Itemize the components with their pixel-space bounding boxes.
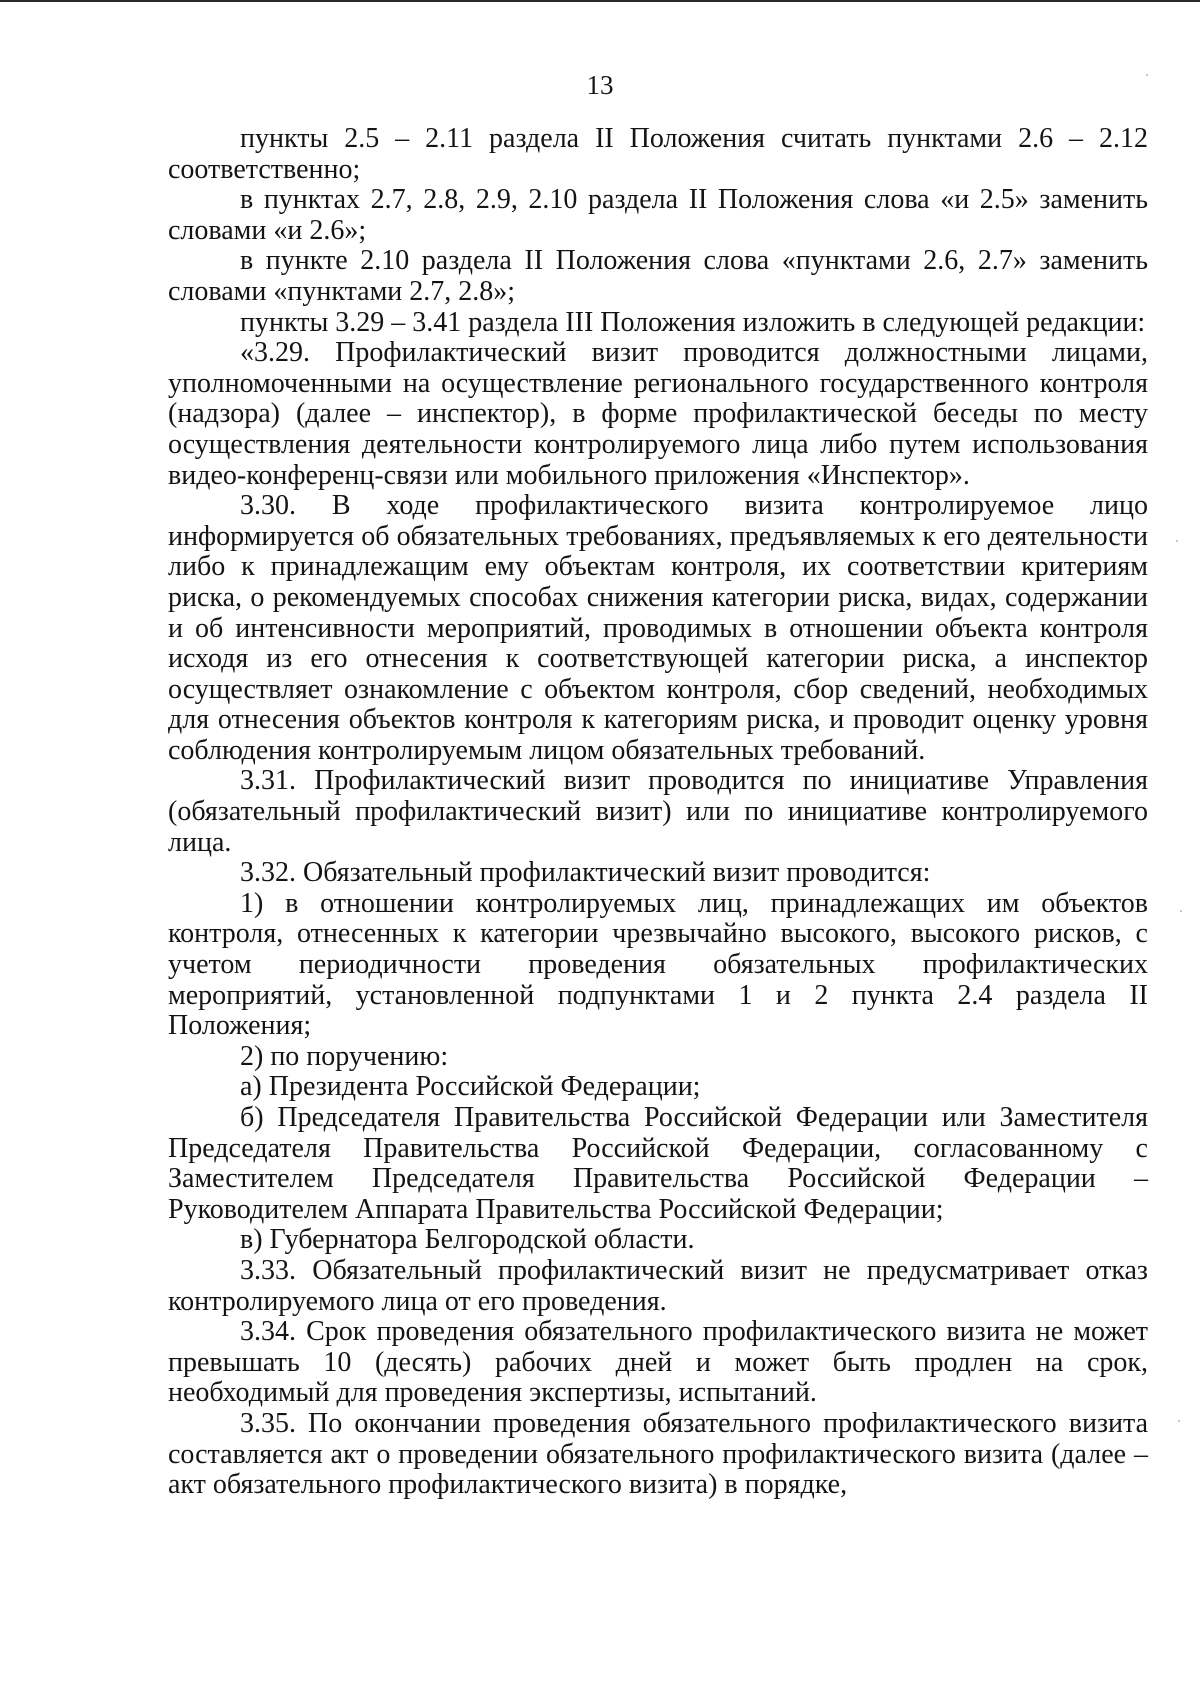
paragraph-3-30: 3.30. В ходе профилактического визита контролируемое лицо информируется об обязательных требованиях, предъявляемых к его деятельности либо к принадлежащим ему объектам контроля, их соответствии критериям риска, о рекомендуемых способах снижения категории риска, видах, содержании и об интенсивности мероприятий, проводимых в отношении объекта контроля исходя из его отнесения к соответствующей категории риска, а инспектор осуществляет ознакомление с объектом контроля, сбор сведений, необходимых для отнесения объектов контроля к категориям риска, и проводит оценку уровня соблюдения контролируемым лицом обязательных требований. — [168, 490, 1148, 766]
paragraph-3-32-item-1: 1) в отношении контролируемых лиц, принадлежащих им объектов контроля, отнесенных к категории чрезвычайно высокого, высокого рисков, с учетом периодичности проведения обязательных профилактических мероприятий, установленной подпунктами 1 и 2 пункта 2.4 раздела II Положения; — [168, 887, 1148, 1042]
document-body — [168, 124, 1148, 1501]
paragraph-3-35: 3.35. По окончании проведения обязательного профилактического визита составляется акт о проведении обязательного профилактического визита (далее – акт обязательного профилактического визита) в порядке, — [168, 1407, 1148, 1501]
paragraph-3-32: 3.32. Обязательный профилактический визит проводится: — [240, 857, 931, 889]
paragraph-3-29: «3.29. Профилактический визит проводится должностными лицами, уполномоченными на осуществление регионального государственного контроля (надзора) (далее – инспектор), в форме профилактической беседы по месту осуществления деятельности контролируемого лица либо путем использования видео-конференц-связи или мобильного приложения «Инспектор». — [168, 337, 1148, 491]
scan-speck — [1178, 1420, 1180, 1422]
paragraph-3-33: 3.33. Обязательный профилактический визит не предусматривает отказ контролируемого лица от его проведения. — [168, 1254, 1148, 1317]
paragraph-3-32-item-2: 2) по поручению: — [240, 1040, 449, 1072]
paragraph-3-34: 3.34. Срок проведения обязательного профилактического визита не может превышать 10 (десять) рабочих дней и может быть продлен на срок, необходимый для проведения экспертизы, испытаний. — [168, 1316, 1148, 1409]
paragraph-replace-words-2-5: в пунктах 2.7, 2.8, 2.9, 2.10 раздела II Положения слова «и 2.5» заменить словами «и 2.6»; — [168, 184, 1148, 246]
paragraph-3-32-item-2c: в) Губернатора Белгородской области. — [240, 1224, 695, 1256]
paragraph-3-31: 3.31. Профилактический визит проводится по инициативе Управления (обязательный профилактический визит) или по инициативе контролируемого лица. — [168, 765, 1148, 858]
paragraph-new-edition-intro: пункты 3.29 – 3.41 раздела III Положения изложить в следующей редакции: — [240, 306, 1146, 338]
scan-speck — [1180, 910, 1182, 912]
paragraph-replace-words-2-10: в пункте 2.10 раздела II Положения слова «пунктами 2.6, 2.7» заменить словами «пунктами 2.7, 2.8»; — [168, 245, 1148, 307]
paragraph-renumber-items: пункты 2.5 – 2.11 раздела II Положения считать пунктами 2.6 – 2.12 соответственно; — [168, 123, 1148, 185]
scan-speck — [1146, 74, 1148, 76]
paragraph-3-32-item-2b: б) Председателя Правительства Российской Федерации или Заместителя Председателя Правительства Российской Федерации, согласованному с Заместителем Председателя Правительства Российской Федерации – Руководителем Аппарата Правительства Российской Федерации; — [168, 1102, 1148, 1225]
page-number: 13 — [586, 70, 614, 100]
paragraph-3-32-item-2a: а) Президента Российской Федерации; — [240, 1071, 701, 1103]
scan-top-edge — [0, 0, 1200, 2]
scan-speck — [1176, 540, 1178, 542]
